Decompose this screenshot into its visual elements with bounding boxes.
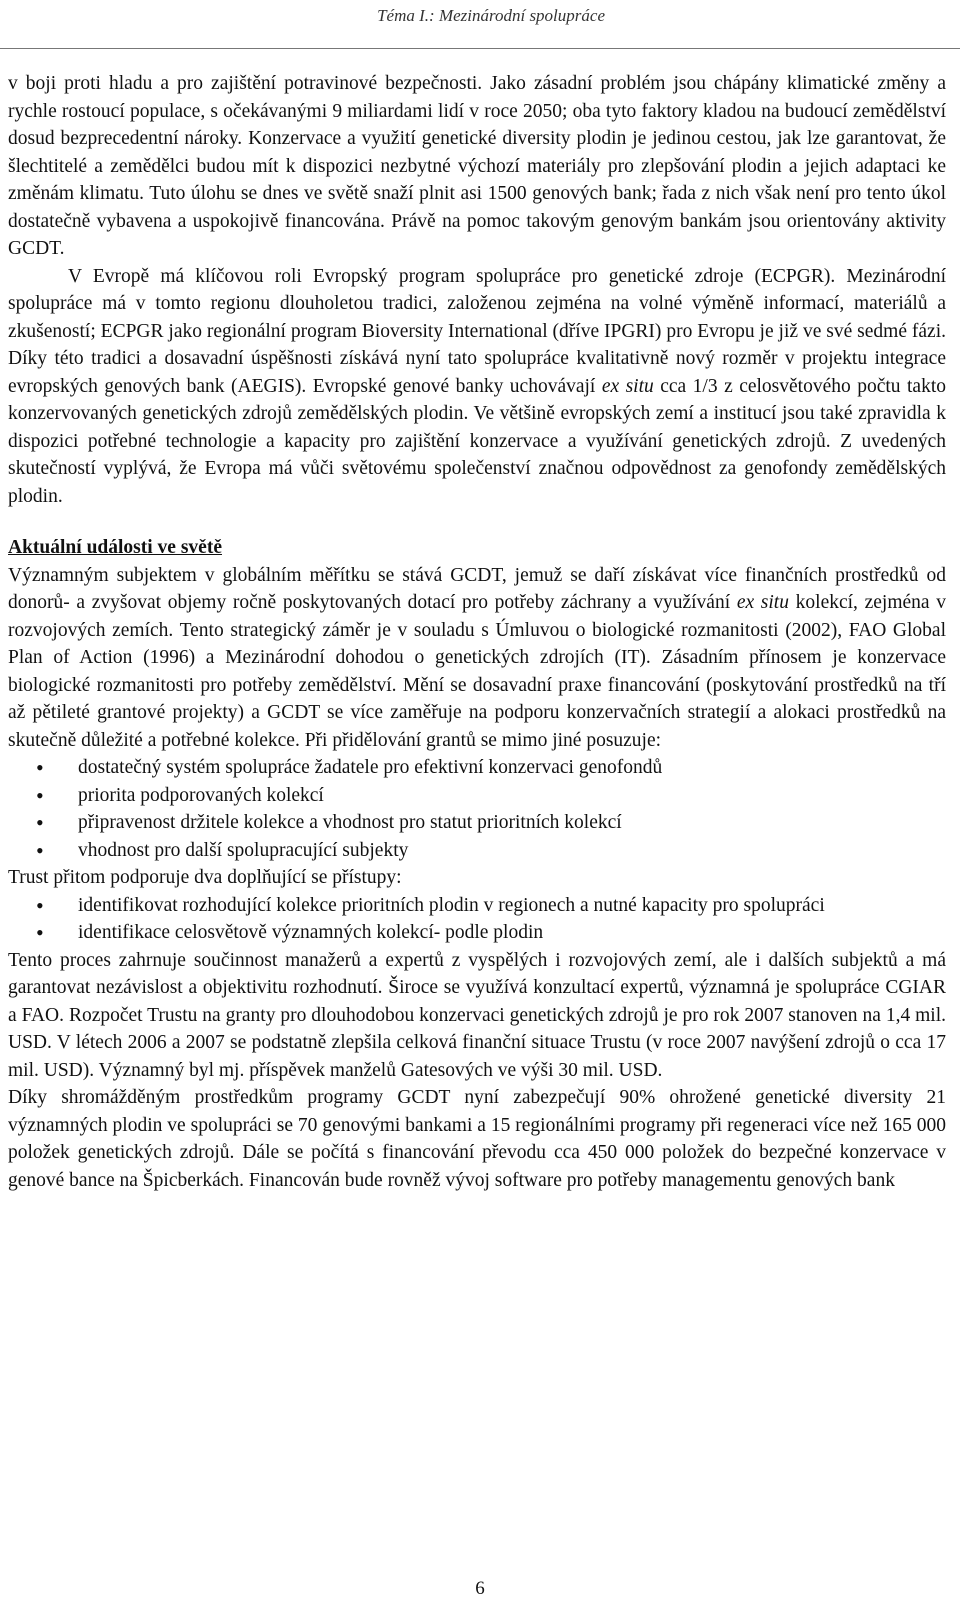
list-item: • dostatečný systém spolupráce žadatele pro efektivní konzervaci genofondů [8, 754, 946, 782]
list-item: • vhodnost pro další spolupracující subjekty [8, 837, 946, 865]
list-item: • identifikovat rozhodující kolekce prioritních plodin v regionech a nutné kapacity pro spolupráci [8, 892, 946, 920]
paragraph-europe-ecpgr [8, 263, 946, 511]
italic-term: ex situ [736, 592, 789, 613]
paragraph-text: v boji proti hladu a pro zajištění potravinové bezpečnosti. Jako zásadní problém jsou chápány klimatické změny a rychle rostoucí populace, s očekávanými 9 miliardami lidí v roce 2050; oba tyto faktory kladou na budoucí zemědělství dosud bezprecedentní nároky. Konzervace a využití genetické diversity plodin je jedinou cestou, jak lze garantovat, že šlechtitelé a zemědělci budou mít k dispozici nezbytné výchozí materiály pro zlepšování plodin a jejich adaptaci ke změnám klimatu. Tuto úlohu se dnes ve světě snaží plnit asi 1500 genových bank; řada z nich však není pro tento úkol dostatečně vybavena a uspokojivě financována. Právě na pomoc takovým genovým bankám jsou orientovány aktivity GCDT. [8, 73, 946, 259]
paragraph-process: Tento proces zahrnuje součinnost manažerů a expertů z vyspělých i rozvojových zemí, ale i dalších subjektů a má garantovat nezávislost a objektivitu rozhodnutí. Široce se využívá konzultací expertů, významná je spolupráce CGIAR a FAO. Rozpočet Trustu na granty pro dlouhodobou konzervaci genetických zdrojů je pro rok 2007 stanoven na 1,4 mil. USD. V létech 2006 a 2007 se podstatně zlepšila celková finanční situace Trustu (v roce 2007 navýšení zdrojů o cca 17 mil. USD). Významný byl mj. příspěvek manželů Gatesových ve výši 30 mil. USD. [8, 949, 946, 1081]
approaches-intro: Trust přitom podporuje dva doplňující se přístupy: [8, 867, 402, 888]
paragraph-text: V Evropě má klíčovou roli Evropský program spolupráce pro genetické zdroje (ECPGR). Mezinárodní spolupráce má v tomto regionu dlouholetou tradici, založenou zejména na volné výměně informací, materiálů a zkušeností; ECPGR jako regionální program Bioversity International (dříve IPGRI) pro Evropu je již ve své sedmé fázi. Díky této tradici a dosavadní úspěšnosti získává nyní tato spolupráce kvalitativně nový rozměr v projektu integrace evropských genových bank (AEGIS). Evropské genové banky uchovávají [8, 265, 946, 397]
page-number: 6 [475, 1578, 485, 1599]
paragraph-text: Významným subjektem v globálním měřítku se stává GCDT, jemuž se daří získávat více finančních prostředků od donorů- a zvyšovat objemy ročně poskytovaných dotací pro potřeby záchrany a využívání [8, 564, 946, 613]
list-item: • priorita podporovaných kolekcí [8, 782, 946, 810]
paragraph-hunger-food-security [8, 70, 946, 263]
page-header [0, 0, 960, 49]
italic-term: ex situ [601, 375, 654, 397]
paragraph-text: kolekcí, zejména v rozvojových zemích. Tento strategický záměr je v souladu s Úmluvou o biologické rozmanitosti (2002), FAO Global Plan of Action (1996) a Mezinárodní dohodou o genetických zdrojích (IT). Zásadním přínosem je konzervace biologické rozmanitosti pro potřeby zemědělství. Mění se dosavadní praxe financování (poskytování prostředků na tří až pětileté grantové projekty) a GCDT se více zaměřuje na podporu konzervačních strategií a alokaci prostředků na skutečně důležité a potřebné kolekce. Při přidělování grantů se mimo jiné posuzuje: [8, 592, 946, 751]
paragraph-funding-results: Díky shromážděným prostředkům programy GCDT nyní zabezpečují 90% ohrožené genetické diversity 21 významných plodin ve spolupráci se 70 genovými bankami a 15 regionálními programy při regeneraci více než 165 000 položek genetických zdrojů. Dále se počítá s financování převodu cca 450 000 položek do bezpečné konzervace v genové bance na Špicberkách. Financován bude rovněž vývoj software pro potřeby managementu genových bank [8, 1087, 946, 1191]
list-item: • identifikace celosvětově významných kolekcí- podle plodin [8, 919, 946, 947]
paragraph-gcdt-intro [8, 562, 946, 755]
header-title: Téma I.: Mezinárodní spolupráce [377, 6, 605, 25]
grant-criteria-list [8, 754, 946, 864]
approaches-list [8, 892, 946, 947]
paragraph-text: cca 1/3 z celosvětového počtu takto konzervovaných genetických zdrojů zemědělských plodin. Ve většině evropských zemí a institucí jsou také zpravidla k dispozici potřebné technologie a kapacity pro zajištění konzervace a využívání genetických zdrojů. Z uvedených skutečností vyplývá, že Evropa má vůči světovému společenství značnou odpovědnost za genofondy zemědělských plodin. [8, 375, 946, 507]
list-item: • připravenost držitele kolekce a vhodnost pro statut prioritních kolekcí [8, 809, 946, 837]
document-body [8, 70, 946, 1194]
section-heading: Aktuální události ve světě [8, 537, 222, 558]
